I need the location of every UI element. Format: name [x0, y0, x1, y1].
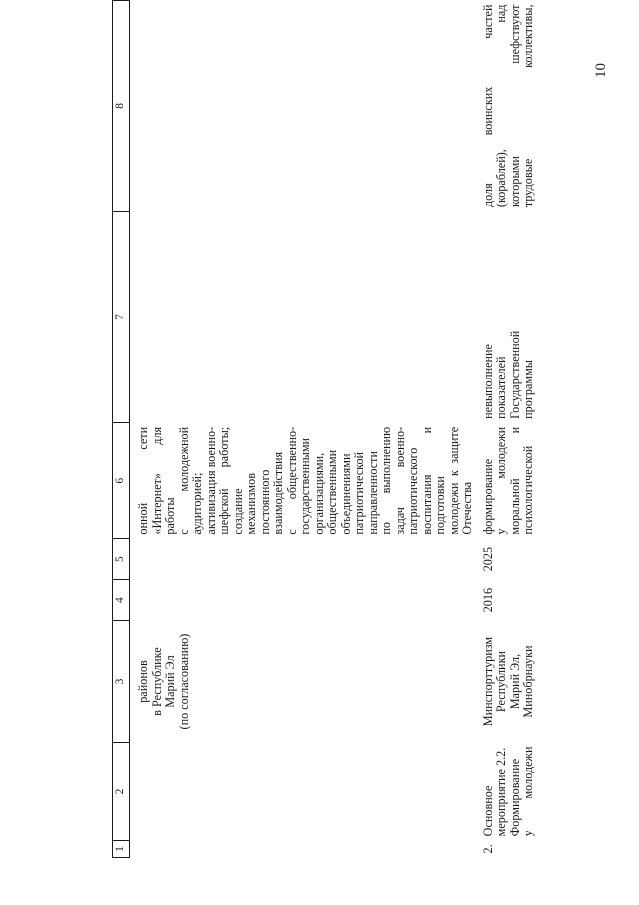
cell-word: молодежи [521, 746, 535, 799]
cell-word: взаимодействия [271, 451, 285, 535]
cell-line [509, 427, 523, 535]
cell-line [495, 5, 509, 208]
cell-word: направленности [365, 451, 380, 535]
header-cell: 6 [113, 423, 130, 539]
table-row [130, 1, 475, 858]
cell-line [137, 427, 151, 535]
end-year-cell: 2025 [480, 546, 495, 572]
header-cell: 8 [113, 1, 130, 212]
cell-word: Формирование [507, 758, 522, 837]
cell-word: частей [480, 4, 495, 39]
cell-word: (кораблей), [494, 149, 508, 208]
cell-line [178, 427, 192, 535]
cell-line [522, 747, 536, 837]
cell-word: молодежной [176, 426, 191, 492]
cell-word: аудиторией; [190, 472, 204, 535]
cell-word: молодежи [494, 426, 508, 479]
cell-line [245, 427, 259, 535]
cell-word: «Интернет» [149, 472, 164, 535]
cell-line [448, 427, 462, 535]
cell-word: Основное [480, 785, 495, 837]
cell-line [495, 747, 509, 837]
cell-word: государственными [298, 437, 312, 535]
cell-line [509, 5, 523, 208]
executor-cell [475, 621, 536, 743]
cell-word: и [507, 426, 522, 434]
cell-line [367, 427, 381, 535]
cell-word: общественно- [284, 426, 299, 500]
cell-line [151, 427, 165, 535]
cell-word: шефской [217, 488, 231, 535]
cell-line [232, 427, 246, 535]
table-cell [130, 580, 475, 621]
cell-line [259, 427, 273, 535]
indicator-link-cell [475, 1, 536, 212]
header-cell: 1 [113, 840, 130, 857]
cell-word: объединениями [338, 453, 353, 535]
cell-line: Государственной [507, 330, 522, 419]
cell-word: трудовые [521, 158, 535, 208]
cell-word: для [149, 426, 164, 445]
cell-line [482, 5, 496, 208]
cell-word: активизация военно- [203, 426, 218, 535]
cell-line [340, 427, 354, 535]
cell-line [421, 427, 435, 535]
cell-line: Марий Эл [163, 655, 177, 708]
cell-word: коллективы, [521, 4, 535, 68]
cell-word: подготовки [433, 476, 447, 535]
table-header-row [113, 1, 130, 858]
cell-line: программы [521, 360, 535, 419]
row-number-cell: 2. [480, 844, 495, 854]
activity-name-cell [475, 743, 536, 841]
cell-line [461, 427, 475, 535]
header-cell: 4 [113, 580, 130, 621]
cell-word: формирование [480, 458, 495, 535]
cell-line [164, 427, 178, 535]
cell-line [191, 427, 205, 535]
cell-word: к [446, 470, 461, 477]
cell-line [205, 427, 219, 535]
cell-line [522, 5, 536, 208]
cell-line [482, 427, 496, 535]
cell-word: защите [446, 426, 461, 464]
header-cell: 5 [113, 539, 130, 580]
cell-line [313, 427, 327, 535]
header-cell: 3 [113, 621, 130, 743]
cell-line [218, 427, 232, 535]
cell-word: у [521, 830, 535, 837]
start-year-cell: 2016 [480, 587, 495, 613]
cell-line [326, 427, 340, 535]
cell-line [286, 427, 300, 535]
cell-word: молодежи [446, 482, 461, 535]
program-table [112, 0, 536, 858]
cell-line: Республики [494, 650, 508, 713]
cell-word: задач [392, 507, 407, 535]
cell-line: Минобрнауки [521, 645, 535, 718]
cell-line [482, 747, 496, 837]
cell-word: военно- [392, 426, 407, 468]
cell-word: выполнению [379, 426, 393, 494]
cell-line [353, 427, 367, 535]
cell-line: (по согласованию) [176, 633, 191, 730]
header-cell: 2 [113, 743, 130, 841]
cell-word: патриотической [352, 451, 366, 535]
cell-line [495, 427, 509, 535]
cell-line: невыполнение [480, 344, 495, 419]
cell-word: работы [163, 497, 177, 535]
cell-line: районов [136, 660, 150, 703]
cell-word: воспитания [419, 474, 434, 535]
cell-word: по [379, 521, 393, 535]
expected-result-cell [475, 423, 536, 539]
cell-line [434, 427, 448, 535]
cell-word: с [176, 529, 191, 535]
cell-word: постоянного [257, 469, 272, 535]
cell-word: воинских [480, 86, 495, 136]
cell-line [522, 427, 536, 535]
cell-word: общественными [325, 449, 339, 535]
cell-line [380, 427, 394, 535]
cell-word: шефствуют [507, 4, 522, 64]
cell-word: Отечества [460, 481, 474, 535]
cell-word: создание [230, 488, 245, 535]
table-cell [130, 539, 475, 580]
table-cell [130, 743, 475, 841]
cell-line: Марий Эл, [507, 653, 522, 710]
executor-cell [130, 621, 475, 743]
table-cell [130, 1, 475, 212]
cell-word: моральной [507, 478, 522, 535]
expected-result-cell [130, 423, 475, 539]
cell-word: онной [136, 502, 150, 535]
cell-line [299, 427, 313, 535]
cell-line: в Республике [149, 647, 164, 716]
cell-word: организациями, [311, 452, 326, 535]
consequences-cell [475, 211, 536, 423]
cell-word: механизмов [244, 473, 258, 535]
cell-line [509, 747, 523, 837]
table-cell [130, 211, 475, 423]
cell-word: у [494, 528, 508, 535]
page-number: 10 [593, 63, 609, 78]
table-cell [130, 840, 475, 857]
cell-word: над [494, 4, 508, 23]
header-cell: 7 [113, 211, 130, 423]
cell-word: работы; [217, 426, 231, 468]
cell-line [394, 427, 408, 535]
cell-word: сети [136, 426, 150, 450]
cell-line: Минспорттуризм [480, 636, 495, 727]
cell-line: показателей [494, 356, 508, 419]
cell-line [272, 427, 286, 535]
cell-word: патриотического [406, 447, 420, 535]
cell-word: мероприятие 2.2. [494, 747, 508, 837]
cell-word: и [419, 426, 434, 434]
cell-word: с [284, 529, 299, 535]
cell-word: психологической [521, 445, 535, 535]
cell-word: доля [480, 183, 495, 208]
cell-line [407, 427, 421, 535]
cell-word: которыми [507, 156, 522, 208]
table-row [475, 1, 536, 858]
